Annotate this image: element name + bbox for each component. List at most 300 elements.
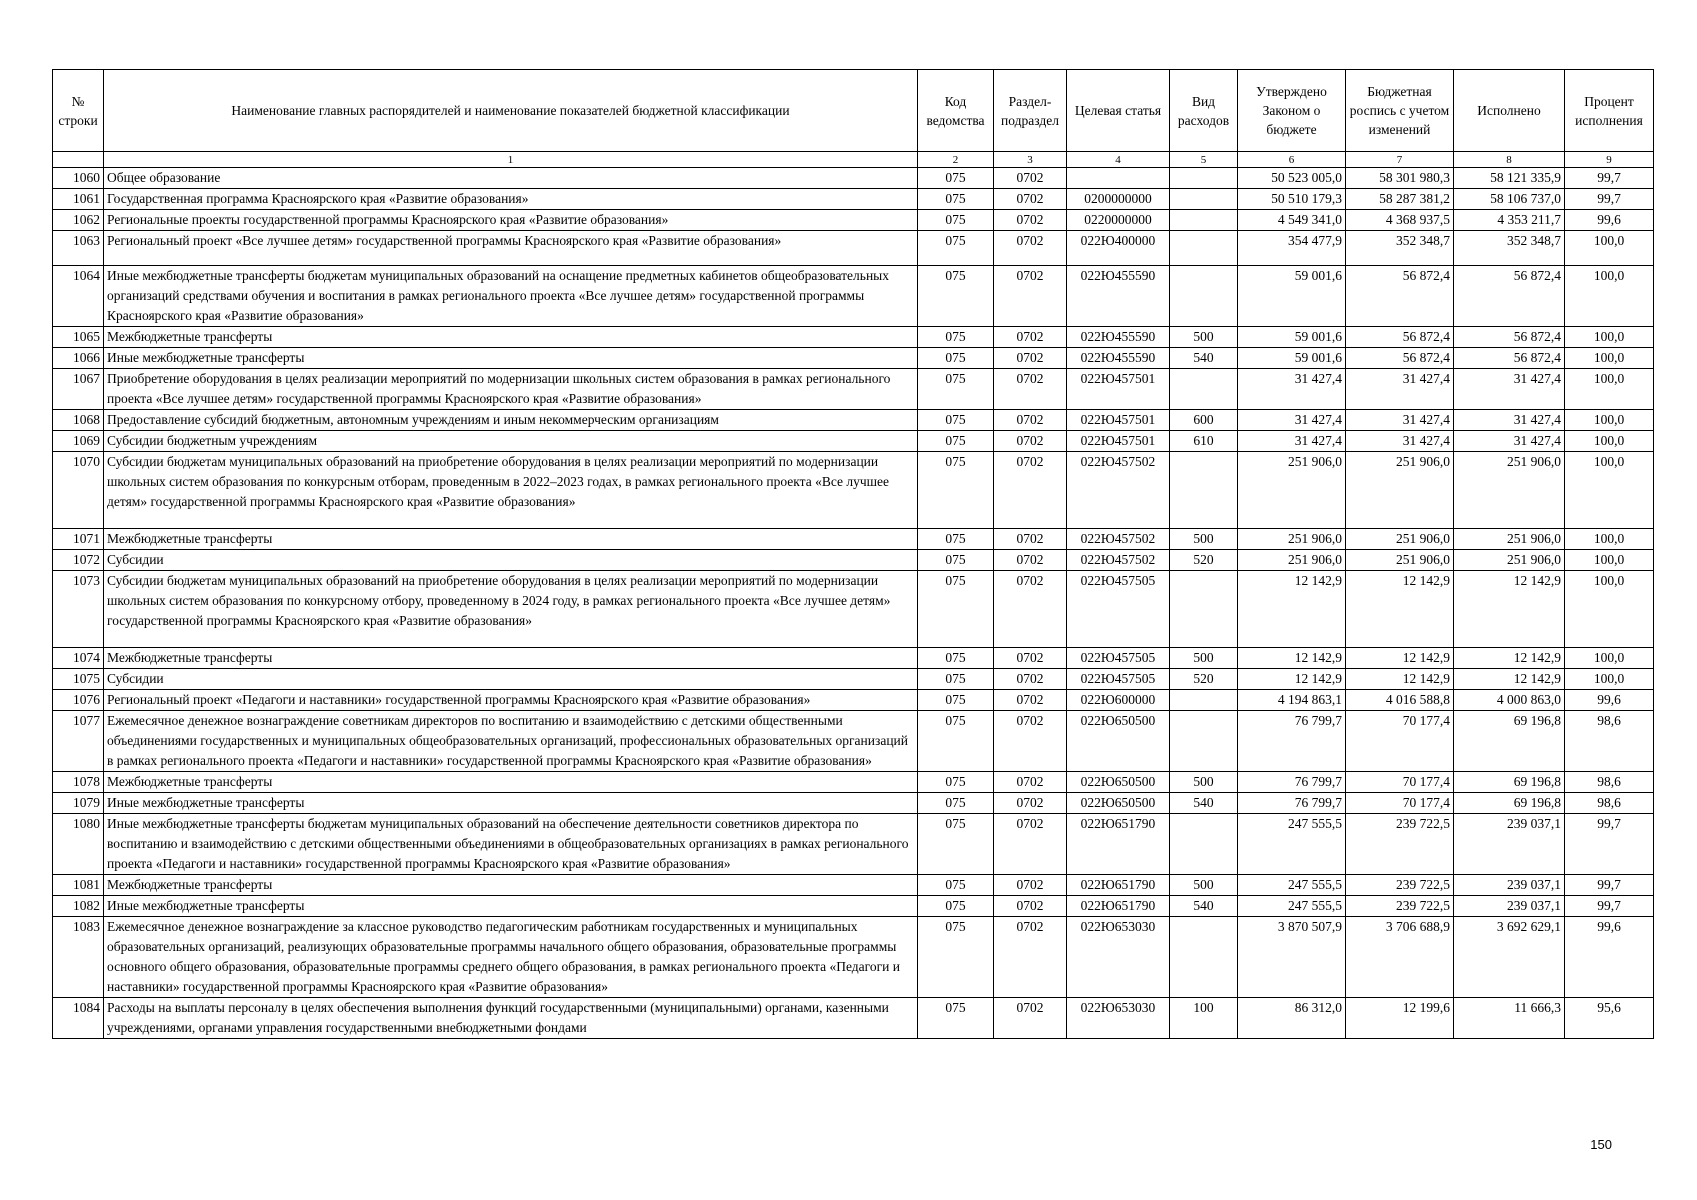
row-name: Государственная программа Красноярского края «Развитие образования»: [104, 189, 918, 210]
budget-plan-amount: 56 872,4: [1346, 266, 1454, 327]
column-number-row: [53, 152, 1654, 168]
approved-amount: 12 142,9: [1238, 648, 1346, 669]
target-article: 022Ю651790: [1067, 814, 1170, 875]
table-row: [53, 348, 1654, 369]
expense-type: 520: [1170, 550, 1238, 571]
table-row: [53, 550, 1654, 571]
department-code: 075: [918, 529, 994, 550]
budget-plan-amount: 31 427,4: [1346, 410, 1454, 431]
department-code: 075: [918, 168, 994, 189]
row-name: Региональный проект «Все лучшее детям» государственной программы Красноярского края «Развитие образования»: [104, 231, 918, 266]
budget-plan-amount: 4 368 937,5: [1346, 210, 1454, 231]
row-name: Межбюджетные трансферты: [104, 648, 918, 669]
column-number: 4: [1067, 152, 1170, 168]
row-number: 1079: [53, 793, 104, 814]
approved-amount: 251 906,0: [1238, 550, 1346, 571]
executed-amount: 69 196,8: [1454, 793, 1565, 814]
row-name: Субсидии бюджетам муниципальных образований на приобретение оборудования в целях реализации мероприятий по модернизации школьных систем образования по конкурсным отборам, проведенным в 2022–2023 годах, в рамках регионального проекта «Все лучшее детям» государственной программы Красноярского края «Развитие образования»: [104, 452, 918, 529]
header-budget-plan: Бюджетная роспись с учетом изменений: [1346, 70, 1454, 152]
department-code: 075: [918, 550, 994, 571]
section-code: 0702: [994, 189, 1067, 210]
execution-percent: 100,0: [1565, 327, 1654, 348]
row-name: Региональные проекты государственной программы Красноярского края «Развитие образования»: [104, 210, 918, 231]
budget-plan-amount: 12 199,6: [1346, 998, 1454, 1039]
table-row: [53, 231, 1654, 266]
department-code: 075: [918, 266, 994, 327]
table-row: [53, 529, 1654, 550]
table-row: [53, 189, 1654, 210]
budget-plan-amount: 70 177,4: [1346, 711, 1454, 772]
row-number: 1062: [53, 210, 104, 231]
budget-plan-amount: 3 706 688,9: [1346, 917, 1454, 998]
budget-plan-amount: 58 287 381,2: [1346, 189, 1454, 210]
table-row: [53, 431, 1654, 452]
section-code: 0702: [994, 998, 1067, 1039]
execution-percent: 98,6: [1565, 711, 1654, 772]
table-row: [53, 648, 1654, 669]
approved-amount: 251 906,0: [1238, 452, 1346, 529]
section-code: 0702: [994, 571, 1067, 648]
row-number: 1081: [53, 875, 104, 896]
row-name: Ежемесячное денежное вознаграждение советникам директоров по воспитанию и взаимодействию с детскими общественными объединениями государственных и муниципальных общеобразовательных организаций, профессиональных образовательных организаций в рамках регионального проекта «Педагоги и наставники» государственной программы Красноярского края «Развитие образования»: [104, 711, 918, 772]
executed-amount: 12 142,9: [1454, 571, 1565, 648]
approved-amount: 59 001,6: [1238, 266, 1346, 327]
expense-type: [1170, 168, 1238, 189]
target-article: 022Ю400000: [1067, 231, 1170, 266]
department-code: 075: [918, 410, 994, 431]
target-article: 022Ю653030: [1067, 998, 1170, 1039]
department-code: 075: [918, 369, 994, 410]
department-code: 075: [918, 189, 994, 210]
row-name: Субсидии бюджетным учреждениям: [104, 431, 918, 452]
section-code: 0702: [994, 266, 1067, 327]
row-name: Иные межбюджетные трансферты: [104, 896, 918, 917]
budget-plan-amount: 56 872,4: [1346, 327, 1454, 348]
target-article: 022Ю650500: [1067, 711, 1170, 772]
approved-amount: 50 523 005,0: [1238, 168, 1346, 189]
row-number: 1075: [53, 669, 104, 690]
target-article: 022Ю651790: [1067, 896, 1170, 917]
executed-amount: 251 906,0: [1454, 550, 1565, 571]
execution-percent: 100,0: [1565, 452, 1654, 529]
budget-plan-amount: 58 301 980,3: [1346, 168, 1454, 189]
target-article: 022Ю455590: [1067, 327, 1170, 348]
column-number: 5: [1170, 152, 1238, 168]
approved-amount: 31 427,4: [1238, 369, 1346, 410]
expense-type: [1170, 266, 1238, 327]
execution-percent: 100,0: [1565, 669, 1654, 690]
department-code: 075: [918, 998, 994, 1039]
approved-amount: 59 001,6: [1238, 348, 1346, 369]
expense-type: 600: [1170, 410, 1238, 431]
approved-amount: 247 555,5: [1238, 875, 1346, 896]
section-code: 0702: [994, 529, 1067, 550]
table-row: [53, 875, 1654, 896]
target-article: 022Ю651790: [1067, 875, 1170, 896]
expense-type: 540: [1170, 896, 1238, 917]
executed-amount: 56 872,4: [1454, 327, 1565, 348]
department-code: 075: [918, 896, 994, 917]
target-article: 022Ю457502: [1067, 452, 1170, 529]
table-row: [53, 571, 1654, 648]
page-number: 150: [1590, 1137, 1612, 1152]
section-code: 0702: [994, 896, 1067, 917]
section-code: 0702: [994, 431, 1067, 452]
row-name: Предоставление субсидий бюджетным, автономным учреждениям и иным некоммерческим организациям: [104, 410, 918, 431]
table-row: [53, 917, 1654, 998]
executed-amount: 12 142,9: [1454, 669, 1565, 690]
executed-amount: 239 037,1: [1454, 814, 1565, 875]
header-name: Наименование главных распорядителей и наименование показателей бюджетной классификации: [104, 70, 918, 152]
expense-type: [1170, 571, 1238, 648]
section-code: 0702: [994, 648, 1067, 669]
table-row: [53, 690, 1654, 711]
table-row: [53, 998, 1654, 1039]
budget-plan-amount: 239 722,5: [1346, 875, 1454, 896]
department-code: 075: [918, 875, 994, 896]
column-number: 9: [1565, 152, 1654, 168]
approved-amount: 76 799,7: [1238, 772, 1346, 793]
row-number: 1080: [53, 814, 104, 875]
row-name: Региональный проект «Педагоги и наставники» государственной программы Красноярского края «Развитие образования»: [104, 690, 918, 711]
target-article: 022Ю455590: [1067, 266, 1170, 327]
approved-amount: 247 555,5: [1238, 814, 1346, 875]
department-code: 075: [918, 348, 994, 369]
section-code: 0702: [994, 210, 1067, 231]
table-row: [53, 327, 1654, 348]
target-article: 022Ю457505: [1067, 669, 1170, 690]
execution-percent: 100,0: [1565, 410, 1654, 431]
execution-percent: 99,7: [1565, 168, 1654, 189]
expense-type: 540: [1170, 348, 1238, 369]
approved-amount: 86 312,0: [1238, 998, 1346, 1039]
budget-plan-amount: 251 906,0: [1346, 550, 1454, 571]
execution-percent: 99,7: [1565, 189, 1654, 210]
execution-percent: 100,0: [1565, 348, 1654, 369]
target-article: 022Ю457505: [1067, 571, 1170, 648]
header-approved: Утверждено Законом о бюджете: [1238, 70, 1346, 152]
header-row-number: № строки: [53, 70, 104, 152]
target-article: 022Ю650500: [1067, 772, 1170, 793]
target-article: 022Ю457501: [1067, 431, 1170, 452]
section-code: 0702: [994, 917, 1067, 998]
budget-plan-amount: 70 177,4: [1346, 772, 1454, 793]
expense-type: [1170, 210, 1238, 231]
expense-type: [1170, 231, 1238, 266]
section-code: 0702: [994, 168, 1067, 189]
execution-percent: 99,6: [1565, 917, 1654, 998]
section-code: 0702: [994, 327, 1067, 348]
column-number: 1: [104, 152, 918, 168]
executed-amount: 56 872,4: [1454, 348, 1565, 369]
section-code: 0702: [994, 452, 1067, 529]
section-code: 0702: [994, 814, 1067, 875]
row-name: Иные межбюджетные трансферты: [104, 348, 918, 369]
executed-amount: 239 037,1: [1454, 875, 1565, 896]
executed-amount: 31 427,4: [1454, 431, 1565, 452]
expense-type: 500: [1170, 529, 1238, 550]
section-code: 0702: [994, 711, 1067, 772]
execution-percent: 99,7: [1565, 814, 1654, 875]
target-article: 022Ю457505: [1067, 648, 1170, 669]
department-code: 075: [918, 210, 994, 231]
table-row: [53, 168, 1654, 189]
table-row: [53, 896, 1654, 917]
target-article: 022Ю457502: [1067, 550, 1170, 571]
row-name: Субсидии бюджетам муниципальных образований на приобретение оборудования в целях реализации мероприятий по модернизации школьных систем образования по конкурсному отбору, проведенному в 2024 году, в рамках регионального проекта «Все лучшее детям» государственной программы Красноярского края «Развитие образования»: [104, 571, 918, 648]
approved-amount: 50 510 179,3: [1238, 189, 1346, 210]
row-name: Межбюджетные трансферты: [104, 875, 918, 896]
section-code: 0702: [994, 669, 1067, 690]
row-name: Иные межбюджетные трансферты: [104, 793, 918, 814]
department-code: 075: [918, 431, 994, 452]
department-code: 075: [918, 648, 994, 669]
target-article: 022Ю455590: [1067, 348, 1170, 369]
target-article: 022Ю600000: [1067, 690, 1170, 711]
department-code: 075: [918, 571, 994, 648]
expense-type: 100: [1170, 998, 1238, 1039]
execution-percent: 100,0: [1565, 529, 1654, 550]
budget-plan-amount: 31 427,4: [1346, 431, 1454, 452]
budget-plan-amount: 12 142,9: [1346, 648, 1454, 669]
execution-percent: 99,7: [1565, 875, 1654, 896]
executed-amount: 56 872,4: [1454, 266, 1565, 327]
row-name: Межбюджетные трансферты: [104, 327, 918, 348]
budget-plan-amount: 352 348,7: [1346, 231, 1454, 266]
row-number: 1070: [53, 452, 104, 529]
expense-type: 500: [1170, 648, 1238, 669]
execution-percent: 95,6: [1565, 998, 1654, 1039]
section-code: 0702: [994, 772, 1067, 793]
row-number: 1072: [53, 550, 104, 571]
execution-percent: 100,0: [1565, 648, 1654, 669]
approved-amount: 12 142,9: [1238, 669, 1346, 690]
row-number: 1063: [53, 231, 104, 266]
table-body: [53, 168, 1654, 1039]
executed-amount: 3 692 629,1: [1454, 917, 1565, 998]
row-number: 1074: [53, 648, 104, 669]
column-number: 2: [918, 152, 994, 168]
approved-amount: 251 906,0: [1238, 529, 1346, 550]
table-row: [53, 266, 1654, 327]
table-row: [53, 793, 1654, 814]
approved-amount: 247 555,5: [1238, 896, 1346, 917]
budget-table: [52, 69, 1654, 1039]
table-header: [53, 70, 1654, 168]
expense-type: 500: [1170, 875, 1238, 896]
target-article: 022Ю457501: [1067, 410, 1170, 431]
expense-type: [1170, 917, 1238, 998]
executed-amount: 251 906,0: [1454, 452, 1565, 529]
row-number: 1060: [53, 168, 104, 189]
executed-amount: 69 196,8: [1454, 772, 1565, 793]
budget-plan-amount: 12 142,9: [1346, 669, 1454, 690]
executed-amount: 31 427,4: [1454, 410, 1565, 431]
expense-type: 540: [1170, 793, 1238, 814]
row-number: 1084: [53, 998, 104, 1039]
executed-amount: 251 906,0: [1454, 529, 1565, 550]
row-name: Приобретение оборудования в целях реализации мероприятий по модернизации школьных систем образования в рамках регионального проекта «Все лучшее детям» государственной программы Красноярского края «Развитие образования»: [104, 369, 918, 410]
section-code: 0702: [994, 369, 1067, 410]
department-code: 075: [918, 327, 994, 348]
row-number: 1076: [53, 690, 104, 711]
executed-amount: 239 037,1: [1454, 896, 1565, 917]
section-code: 0702: [994, 410, 1067, 431]
target-article: 022Ю457502: [1067, 529, 1170, 550]
department-code: 075: [918, 452, 994, 529]
header-section: Раздел-подраздел: [994, 70, 1067, 152]
department-code: 075: [918, 793, 994, 814]
row-number: 1064: [53, 266, 104, 327]
target-article: 022Ю457501: [1067, 369, 1170, 410]
execution-percent: 99,6: [1565, 690, 1654, 711]
executed-amount: 352 348,7: [1454, 231, 1565, 266]
column-number: 7: [1346, 152, 1454, 168]
row-number: 1073: [53, 571, 104, 648]
row-name: Расходы на выплаты персоналу в целях обеспечения выполнения функций государственными (муниципальными) органами, казенными учреждениями, органами управления государственными внебюджетными фондами: [104, 998, 918, 1039]
approved-amount: 4 194 863,1: [1238, 690, 1346, 711]
header-executed: Исполнено: [1454, 70, 1565, 152]
budget-plan-amount: 251 906,0: [1346, 529, 1454, 550]
execution-percent: 100,0: [1565, 571, 1654, 648]
execution-percent: 100,0: [1565, 431, 1654, 452]
column-number: [53, 152, 104, 168]
column-number: 6: [1238, 152, 1346, 168]
approved-amount: 12 142,9: [1238, 571, 1346, 648]
row-number: 1069: [53, 431, 104, 452]
execution-percent: 100,0: [1565, 266, 1654, 327]
row-name: Межбюджетные трансферты: [104, 772, 918, 793]
budget-plan-amount: 251 906,0: [1346, 452, 1454, 529]
expense-type: [1170, 369, 1238, 410]
table-row: [53, 452, 1654, 529]
row-number: 1061: [53, 189, 104, 210]
execution-percent: 98,6: [1565, 772, 1654, 793]
executed-amount: 11 666,3: [1454, 998, 1565, 1039]
header-percent: Процент исполнения: [1565, 70, 1654, 152]
budget-plan-amount: 56 872,4: [1346, 348, 1454, 369]
target-article: 0200000000: [1067, 189, 1170, 210]
expense-type: [1170, 452, 1238, 529]
table-row: [53, 210, 1654, 231]
row-number: 1065: [53, 327, 104, 348]
budget-plan-amount: 239 722,5: [1346, 896, 1454, 917]
approved-amount: 4 549 341,0: [1238, 210, 1346, 231]
header-target-article: Целевая статья: [1067, 70, 1170, 152]
row-name: Иные межбюджетные трансферты бюджетам муниципальных образований на оснащение предметных кабинетов общеобразовательных организаций средствами обучения и воспитания в рамках регионального проекта «Все лучшее детям» государственной программы Красноярского края «Развитие образования»: [104, 266, 918, 327]
approved-amount: 31 427,4: [1238, 431, 1346, 452]
table-row: [53, 369, 1654, 410]
executed-amount: 69 196,8: [1454, 711, 1565, 772]
executed-amount: 58 106 737,0: [1454, 189, 1565, 210]
table-row: [53, 772, 1654, 793]
executed-amount: 58 121 335,9: [1454, 168, 1565, 189]
row-number: 1071: [53, 529, 104, 550]
execution-percent: 100,0: [1565, 231, 1654, 266]
expense-type: [1170, 690, 1238, 711]
executed-amount: 31 427,4: [1454, 369, 1565, 410]
approved-amount: 76 799,7: [1238, 793, 1346, 814]
row-name: Иные межбюджетные трансферты бюджетам муниципальных образований на обеспечение деятельности советников директора по воспитанию и взаимодействию с детскими общественными объединениями в общеобразовательных организациях в рамках регионального проекта «Педагоги и наставники» государственной программы Красноярского края «Развитие образования»: [104, 814, 918, 875]
approved-amount: 354 477,9: [1238, 231, 1346, 266]
row-number: 1077: [53, 711, 104, 772]
execution-percent: 99,7: [1565, 896, 1654, 917]
table-row: [53, 410, 1654, 431]
expense-type: [1170, 814, 1238, 875]
target-article: 022Ю650500: [1067, 793, 1170, 814]
budget-plan-amount: 70 177,4: [1346, 793, 1454, 814]
section-code: 0702: [994, 690, 1067, 711]
section-code: 0702: [994, 348, 1067, 369]
budget-plan-amount: 31 427,4: [1346, 369, 1454, 410]
expense-type: 500: [1170, 327, 1238, 348]
row-name: Общее образование: [104, 168, 918, 189]
department-code: 075: [918, 917, 994, 998]
table-row: [53, 711, 1654, 772]
row-number: 1068: [53, 410, 104, 431]
row-number: 1078: [53, 772, 104, 793]
budget-plan-amount: 12 142,9: [1346, 571, 1454, 648]
approved-amount: 76 799,7: [1238, 711, 1346, 772]
row-number: 1082: [53, 896, 104, 917]
executed-amount: 4 353 211,7: [1454, 210, 1565, 231]
approved-amount: 3 870 507,9: [1238, 917, 1346, 998]
expense-type: [1170, 711, 1238, 772]
target-article: [1067, 168, 1170, 189]
department-code: 075: [918, 772, 994, 793]
expense-type: 520: [1170, 669, 1238, 690]
section-code: 0702: [994, 550, 1067, 571]
column-number: 3: [994, 152, 1067, 168]
approved-amount: 31 427,4: [1238, 410, 1346, 431]
department-code: 075: [918, 711, 994, 772]
section-code: 0702: [994, 875, 1067, 896]
header-expense-type: Вид расходов: [1170, 70, 1238, 152]
row-name: Субсидии: [104, 550, 918, 571]
budget-plan-amount: 4 016 588,8: [1346, 690, 1454, 711]
row-name: Ежемесячное денежное вознаграждение за классное руководство педагогическим работникам государственных и муниципальных образовательных организаций, реализующих образовательные программы начального общего образования, образовательные программы основного общего образования, образовательные программы среднего общего образования, в рамках регионального проекта «Педагоги и наставники» государственной программы Красноярского края «Развитие образования»: [104, 917, 918, 998]
row-number: 1083: [53, 917, 104, 998]
budget-plan-amount: 239 722,5: [1346, 814, 1454, 875]
execution-percent: 99,6: [1565, 210, 1654, 231]
section-code: 0702: [994, 231, 1067, 266]
row-name: Субсидии: [104, 669, 918, 690]
execution-percent: 98,6: [1565, 793, 1654, 814]
header-department-code: Код ведомства: [918, 70, 994, 152]
department-code: 075: [918, 690, 994, 711]
execution-percent: 100,0: [1565, 369, 1654, 410]
row-number: 1066: [53, 348, 104, 369]
target-article: 022Ю653030: [1067, 917, 1170, 998]
approved-amount: 59 001,6: [1238, 327, 1346, 348]
department-code: 075: [918, 814, 994, 875]
target-article: 0220000000: [1067, 210, 1170, 231]
executed-amount: 12 142,9: [1454, 648, 1565, 669]
department-code: 075: [918, 231, 994, 266]
department-code: 075: [918, 669, 994, 690]
row-name: Межбюджетные трансферты: [104, 529, 918, 550]
table-row: [53, 669, 1654, 690]
expense-type: 500: [1170, 772, 1238, 793]
column-number: 8: [1454, 152, 1565, 168]
execution-percent: 100,0: [1565, 550, 1654, 571]
expense-type: [1170, 189, 1238, 210]
executed-amount: 4 000 863,0: [1454, 690, 1565, 711]
section-code: 0702: [994, 793, 1067, 814]
row-number: 1067: [53, 369, 104, 410]
expense-type: 610: [1170, 431, 1238, 452]
header-row: [53, 70, 1654, 152]
